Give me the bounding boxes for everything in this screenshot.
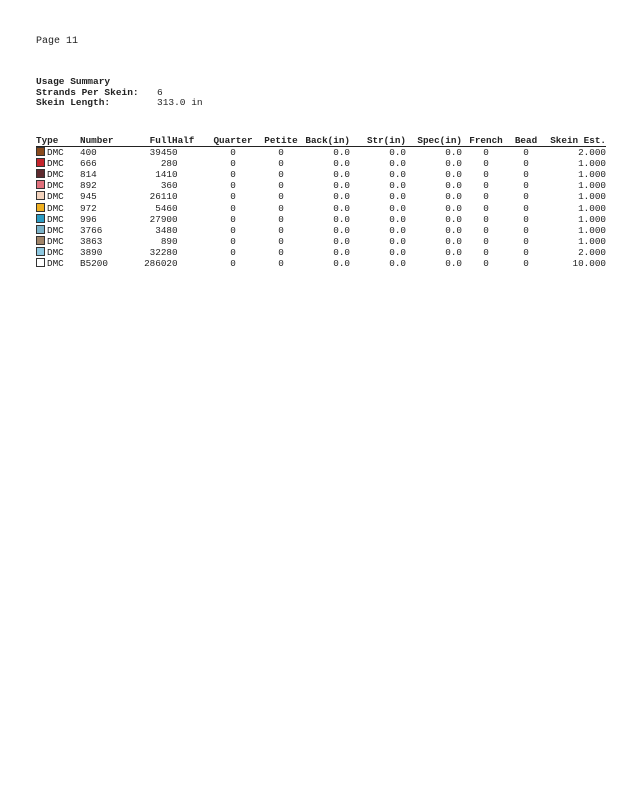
cell-quarter: 0: [230, 257, 236, 269]
cell-number: 814: [80, 169, 97, 181]
color-swatch-icon: [36, 258, 45, 267]
thread-type: DMC: [47, 169, 64, 181]
cell-back: 0.0: [333, 147, 350, 159]
color-swatch-icon: [36, 225, 45, 234]
cell-spec: 0.0: [445, 169, 462, 181]
table-header-row: [36, 135, 606, 147]
cell-full: 28: [160, 158, 172, 170]
cell-petite: 0: [278, 235, 284, 247]
cell-french: 0: [483, 202, 489, 214]
cell-spec: 0.0: [445, 147, 462, 159]
skein-length-label: Skein Length:: [36, 97, 111, 108]
cell-spec: 0.0: [445, 257, 462, 269]
cell-str: 0.0: [389, 202, 406, 214]
cell-str: 0.0: [389, 158, 406, 170]
cell-french: 0: [483, 158, 489, 170]
cell-number: 400: [80, 147, 97, 159]
cell-quarter: 0: [230, 235, 236, 247]
cell-type: [36, 258, 80, 269]
cell-back: 0.0: [333, 169, 350, 181]
cell-full: 546: [155, 202, 172, 214]
cell-skein-est: 10.000: [572, 257, 606, 269]
cell-french: 0: [483, 191, 489, 203]
cell-skein-est: 1.000: [578, 191, 606, 203]
color-swatch-icon: [36, 158, 45, 167]
cell-type: [36, 225, 80, 236]
header-spec: Spec(in): [406, 135, 462, 147]
cell-spec: 0.0: [445, 191, 462, 203]
table-row: [36, 147, 606, 159]
cell-str: 0.0: [389, 180, 406, 192]
thread-type: DMC: [47, 180, 64, 192]
cell-str: 0.0: [389, 246, 406, 258]
cell-french: 0: [483, 180, 489, 192]
header-quarter: Quarter: [206, 135, 260, 147]
cell-type: [36, 191, 80, 202]
cell-quarter: 0: [230, 202, 236, 214]
thread-type: DMC: [47, 257, 64, 269]
cell-french: 0: [483, 213, 489, 225]
cell-half: 0: [172, 213, 178, 225]
cell-full: 2790: [149, 213, 172, 225]
cell-back: 0.0: [333, 202, 350, 214]
cell-full: 2611: [149, 191, 172, 203]
cell-spec: 0.0: [445, 213, 462, 225]
cell-full: 36: [160, 180, 172, 192]
cell-full: 3945: [149, 147, 172, 159]
cell-quarter: 0: [230, 224, 236, 236]
cell-number: 972: [80, 202, 97, 214]
table-row: [36, 180, 606, 191]
header-skein-est: Skein Est.: [542, 135, 606, 147]
cell-spec: 0.0: [445, 180, 462, 192]
cell-number: 3890: [80, 246, 103, 258]
table-row: [36, 258, 606, 269]
thread-type: DMC: [47, 147, 64, 159]
cell-bead: 0: [523, 169, 529, 181]
header-french: French: [462, 135, 510, 147]
cell-half: 0: [172, 202, 178, 214]
cell-half: 0: [172, 246, 178, 258]
cell-quarter: 0: [230, 158, 236, 170]
summary-title: Usage Summary: [36, 76, 111, 87]
cell-type: [36, 147, 80, 159]
color-swatch-icon: [36, 203, 45, 212]
cell-half: 0: [172, 235, 178, 247]
cell-full: 348: [155, 224, 172, 236]
cell-spec: 0.0: [445, 224, 462, 236]
skein-length-row: [36, 97, 203, 109]
table-row: [36, 191, 606, 202]
table-row: [36, 169, 606, 180]
color-swatch-icon: [36, 247, 45, 256]
table-row: [36, 225, 606, 236]
header-half: Half: [172, 135, 206, 147]
page-number: Page 11: [36, 36, 79, 47]
table-row: [36, 202, 606, 213]
cell-quarter: 0: [230, 191, 236, 203]
cell-bead: 0: [523, 158, 529, 170]
table-row: [36, 236, 606, 247]
color-swatch-icon: [36, 214, 45, 223]
cell-half: 0: [172, 158, 178, 170]
cell-french: 0: [483, 235, 489, 247]
cell-str: 0.0: [389, 147, 406, 159]
cell-petite: 0: [278, 246, 284, 258]
header-back: Back(in): [302, 135, 350, 147]
thread-type: DMC: [47, 235, 64, 247]
cell-quarter: 0: [230, 213, 236, 225]
cell-half: 0: [172, 147, 178, 159]
cell-skein-est: 1.000: [578, 169, 606, 181]
color-swatch-icon: [36, 236, 45, 245]
color-swatch-icon: [36, 147, 45, 156]
cell-petite: 0: [278, 169, 284, 181]
cell-skein-est: 2.000: [578, 246, 606, 258]
header-number: Number: [80, 135, 130, 147]
cell-quarter: 0: [230, 147, 236, 159]
usage-summary: [36, 76, 203, 109]
cell-petite: 0: [278, 202, 284, 214]
cell-number: 892: [80, 180, 97, 192]
cell-type: [36, 158, 80, 169]
header-petite: Petite: [260, 135, 302, 147]
cell-french: 0: [483, 224, 489, 236]
table-row: [36, 158, 606, 169]
cell-back: 0.0: [333, 224, 350, 236]
thread-type: DMC: [47, 202, 64, 214]
cell-half: 0: [172, 257, 178, 269]
cell-bead: 0: [523, 147, 529, 159]
cell-back: 0.0: [333, 191, 350, 203]
cell-half: 0: [172, 180, 178, 192]
usage-table: [36, 135, 606, 269]
cell-type: [36, 236, 80, 247]
thread-type: DMC: [47, 158, 64, 170]
cell-str: 0.0: [389, 169, 406, 181]
thread-type: DMC: [47, 213, 64, 225]
cell-str: 0.0: [389, 235, 406, 247]
cell-bead: 0: [523, 213, 529, 225]
color-swatch-icon: [36, 169, 45, 178]
cell-petite: 0: [278, 224, 284, 236]
cell-skein-est: 1.000: [578, 180, 606, 192]
cell-bead: 0: [523, 235, 529, 247]
cell-half: 0: [172, 224, 178, 236]
thread-type: DMC: [47, 224, 64, 236]
cell-number: 3863: [80, 235, 103, 247]
cell-skein-est: 1.000: [578, 213, 606, 225]
cell-number: B5200: [80, 257, 108, 269]
cell-skein-est: 2.000: [578, 147, 606, 159]
header-bead: Bead: [510, 135, 542, 147]
cell-skein-est: 1.000: [578, 202, 606, 214]
cell-bead: 0: [523, 224, 529, 236]
cell-type: [36, 214, 80, 225]
cell-bead: 0: [523, 246, 529, 258]
header-full: Full: [130, 135, 172, 147]
cell-skein-est: 1.000: [578, 235, 606, 247]
cell-bead: 0: [523, 257, 529, 269]
cell-spec: 0.0: [445, 202, 462, 214]
cell-back: 0.0: [333, 235, 350, 247]
cell-str: 0.0: [389, 224, 406, 236]
cell-quarter: 0: [230, 169, 236, 181]
color-swatch-icon: [36, 180, 45, 189]
cell-petite: 0: [278, 257, 284, 269]
cell-full: 141: [155, 169, 172, 181]
usage-table-body: [36, 147, 606, 270]
cell-bead: 0: [523, 202, 529, 214]
cell-bead: 0: [523, 180, 529, 192]
cell-back: 0.0: [333, 257, 350, 269]
cell-petite: 0: [278, 147, 284, 159]
thread-type: DMC: [47, 246, 64, 258]
skein-length-value: 313.0 in: [157, 97, 203, 108]
cell-french: 0: [483, 246, 489, 258]
cell-spec: 0.0: [445, 246, 462, 258]
cell-str: 0.0: [389, 191, 406, 203]
cell-french: 0: [483, 169, 489, 181]
table-row: [36, 214, 606, 225]
cell-back: 0.0: [333, 246, 350, 258]
cell-french: 0: [483, 147, 489, 159]
cell-half: 0: [172, 191, 178, 203]
cell-type: [36, 169, 80, 180]
cell-full: 28602: [144, 257, 172, 269]
cell-quarter: 0: [230, 180, 236, 192]
strands-per-skein-value: 6: [157, 86, 163, 98]
strands-per-skein-label: Strands Per Skein:: [36, 86, 139, 98]
cell-spec: 0.0: [445, 235, 462, 247]
cell-petite: 0: [278, 158, 284, 170]
cell-back: 0.0: [333, 180, 350, 192]
cell-petite: 0: [278, 213, 284, 225]
cell-number: 666: [80, 158, 97, 170]
color-swatch-icon: [36, 191, 45, 200]
table-row: [36, 247, 606, 258]
cell-number: 996: [80, 213, 97, 225]
cell-str: 0.0: [389, 257, 406, 269]
cell-back: 0.0: [333, 213, 350, 225]
cell-half: 0: [172, 169, 178, 181]
cell-full: 3228: [149, 246, 172, 258]
cell-petite: 0: [278, 180, 284, 192]
thread-type: DMC: [47, 191, 64, 203]
cell-number: 945: [80, 191, 97, 203]
cell-full: 89: [160, 235, 172, 247]
cell-spec: 0.0: [445, 158, 462, 170]
cell-bead: 0: [523, 191, 529, 203]
cell-petite: 0: [278, 191, 284, 203]
cell-back: 0.0: [333, 158, 350, 170]
cell-type: [36, 247, 80, 258]
cell-number: 3766: [80, 224, 103, 236]
header-type: Type: [36, 135, 80, 147]
cell-french: 0: [483, 257, 489, 269]
header-str: Str(in): [350, 135, 406, 147]
cell-type: [36, 202, 80, 213]
cell-skein-est: 1.000: [578, 224, 606, 236]
cell-skein-est: 1.000: [578, 158, 606, 170]
cell-quarter: 0: [230, 246, 236, 258]
cell-str: 0.0: [389, 213, 406, 225]
cell-type: [36, 180, 80, 191]
